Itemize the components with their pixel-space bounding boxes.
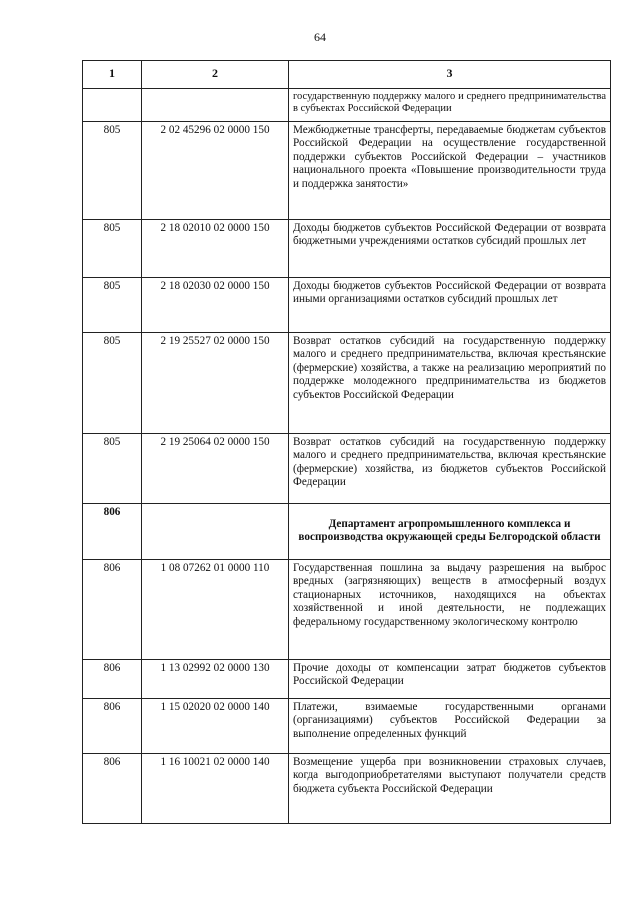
- table-row: [83, 660, 611, 699]
- page-number: 64: [314, 30, 326, 44]
- admin-code-cell: 805: [83, 122, 142, 220]
- kbk-code-cell: 2 19 25064 02 0000 150: [142, 434, 289, 504]
- kbk-code-cell: [142, 89, 289, 122]
- table-row: [83, 278, 611, 333]
- admin-code-cell: 806: [83, 754, 142, 824]
- table-row: [83, 220, 611, 278]
- description-cell: Доходы бюджетов субъектов Российской Федерации от возврата иными организациями остатков субсидий прошлых лет: [289, 278, 611, 333]
- description-cell: государственную поддержку малого и среднего предпринимательства в субъектах Российской Федерации: [289, 89, 611, 122]
- description-cell: Доходы бюджетов субъектов Российской Федерации от возврата бюджетными учреждениями остатков субсидий прошлых лет: [289, 220, 611, 278]
- description-cell: Возмещение ущерба при возникновении страховых случаев, когда выгодоприобретателями выступают получатели средств бюджета субъекта Российской Федерации: [289, 754, 611, 824]
- table-row: [83, 699, 611, 754]
- kbk-code-cell: 2 02 45296 02 0000 150: [142, 122, 289, 220]
- admin-code-cell: 806: [83, 699, 142, 754]
- table-row: [83, 122, 611, 220]
- department-heading-row: [83, 504, 611, 560]
- description-cell: Возврат остатков субсидий на государственную поддержку малого и среднего предпринимательства, включая крестьянские (фермерские) хозяйства, а также на реализацию мероприятий по поддержке молодежного предпринимательства из бюджетов субъектов Российской Федерации: [289, 333, 611, 434]
- description-cell: Платежи, взимаемые государственными органами (организациями) субъектов Российской Федерации за выполнение определенных функций: [289, 699, 611, 754]
- table-row: [83, 89, 611, 122]
- description-cell: Государственная пошлина за выдачу разрешения на выброс вредных (загрязняющих) веществ в атмосферный воздух стационарных источников, находящихся на объектах хозяйственной и иной деятельности, не подлежащих федеральному государственному экологическому контролю: [289, 560, 611, 660]
- kbk-code-cell: 1 13 02992 02 0000 130: [142, 660, 289, 699]
- table-row: [83, 560, 611, 660]
- admin-code-cell: 805: [83, 434, 142, 504]
- kbk-code-cell: 1 15 02020 02 0000 140: [142, 699, 289, 754]
- kbk-code-cell: 1 08 07262 01 0000 110: [142, 560, 289, 660]
- table-row: [83, 754, 611, 824]
- kbk-code-cell: 2 18 02030 02 0000 150: [142, 278, 289, 333]
- admin-code-cell: 805: [83, 333, 142, 434]
- department-heading: Департамент агропромышленного комплекса и воспроизводства окружающей среды Белгородской области: [289, 504, 611, 560]
- header-col-2: 2: [142, 61, 289, 89]
- kbk-code-cell: 2 19 25527 02 0000 150: [142, 333, 289, 434]
- header-col-3: 3: [289, 61, 611, 89]
- description-cell: Возврат остатков субсидий на государственную поддержку малого и среднего предпринимательства, включая крестьянские (фермерские) хозяйства, из бюджетов субъектов Российской Федерации: [289, 434, 611, 504]
- kbk-code-cell: [142, 504, 289, 560]
- description-cell: Межбюджетные трансферты, передаваемые бюджетам субъектов Российской Федерации на осуществление государственной поддержки субъектов Российской Федерации – участников национального проекта «Повышение производительности труда и поддержка занятости»: [289, 122, 611, 220]
- admin-code-cell: 806: [83, 504, 142, 560]
- table-row: [83, 333, 611, 434]
- header-col-1: 1: [83, 61, 142, 89]
- admin-code-cell: 805: [83, 220, 142, 278]
- table-row: [83, 434, 611, 504]
- admin-code-cell: 806: [83, 560, 142, 660]
- kbk-code-cell: 2 18 02010 02 0000 150: [142, 220, 289, 278]
- kbk-code-cell: 1 16 10021 02 0000 140: [142, 754, 289, 824]
- admin-code-cell: 805: [83, 278, 142, 333]
- description-cell: Прочие доходы от компенсации затрат бюджетов субъектов Российской Федерации: [289, 660, 611, 699]
- budget-code-table: [82, 60, 611, 824]
- table-header-row: [83, 61, 611, 89]
- admin-code-cell: 806: [83, 660, 142, 699]
- admin-code-cell: [83, 89, 142, 122]
